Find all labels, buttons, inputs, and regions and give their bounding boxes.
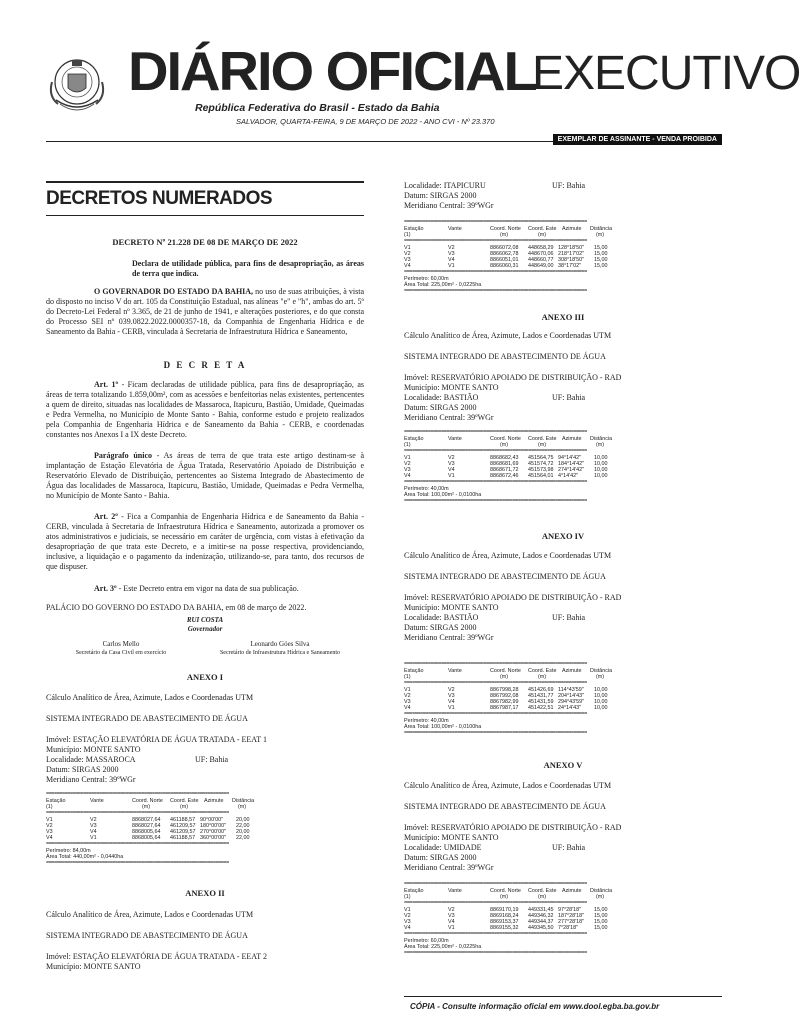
th-vante: Vante: [448, 436, 462, 442]
paragraph-unico: [46, 451, 364, 501]
article-2-text: - Fica a Companhia de Engenharia Hídrica e de Saneamento da Bahia - CERB, vinculada à Secretaria de Infraestrutura Hídrica e Saneamento, autorizada a promover os atos administrativos e judiciais, se necessário em caráter de urgência, com vistas à efetivação da desapropriação de que trata este Decreto, e a imitir-se na posse respectiva, providenciando, inclusive, a liquidação e o pagamento da indenização, utilizando-se, para tanto, dos recursos de que dispuser.: [46, 512, 364, 571]
preamble-text: no uso de suas atribuições, à vista do disposto no inciso V do art. 105 da Constituição Estadual, nas alíneas "e" e "h", ambas do art. 5º do Decreto-Lei Federal nº 3.365, de 21 de junho de 1941, e alterações posteriores, e do que consta do Processo SEI nº 039.0822.2022.0000357-18, da Companhia de Engenharia Hídrica e de Saneamento da Bahia - CERB, vinculada à Secretaria de Infraestrutura Hídrica e Saneamento,: [46, 287, 364, 336]
table-cell: V3: [404, 467, 411, 473]
annex-3-table: [404, 429, 722, 514]
table-cell: V4: [448, 467, 455, 473]
table-cell: 184°14'42": [558, 461, 585, 467]
table-cell: 448660,77: [528, 257, 554, 263]
masthead-date: SALVADOR, QUARTA-FEIRA, 9 DE MARÇO DE 2022 - ANO CVI - Nº 23.370: [236, 117, 495, 126]
table-cell: V1: [46, 817, 53, 823]
table-cell: V4: [404, 705, 411, 711]
table-cell: 128°18'50": [558, 245, 585, 251]
table-rule: =====================================================================: [404, 498, 587, 504]
th-azimute: Azimute: [562, 226, 582, 232]
annex-5-municipio: Município: MONTE SANTO: [404, 833, 499, 842]
decree-ementa: Declara de utilidade pública, para fins de desapropriação, as áreas de terra que indica.: [132, 259, 364, 278]
section-rule: [46, 181, 364, 183]
th-este: Coord. Este: [528, 888, 557, 894]
table-cell: V4: [448, 699, 455, 705]
table-cell: 448658,29: [528, 245, 554, 251]
annex-2-municipio: Município: MONTE SANTO: [46, 962, 141, 971]
table-cell: 8866062,78: [490, 251, 519, 257]
annex-1-area: Área Total: 440,00m² - 0,0440ha: [46, 854, 124, 860]
table-cell: 8869168,24: [490, 913, 519, 919]
annex-3-datum: Datum: SIRGAS 2000: [404, 403, 477, 412]
th2-distancia: (m): [596, 674, 605, 680]
annex-4-localidade: Localidade: BASTIÃO: [404, 613, 479, 622]
table-cell: 8867998,28: [490, 687, 519, 693]
subscriber-banner: EXEMPLAR DE ASSINANTE - VENDA PROIBIDA: [553, 134, 722, 145]
th2-estacao: (1): [404, 442, 411, 448]
th-azimute: Azimute: [562, 668, 582, 674]
annex-4-perimetro: Perímetro: 40,00m: [404, 718, 449, 724]
table-cell: 218°17'02": [558, 251, 585, 257]
section-rule: [46, 215, 364, 216]
signatory-1-name: Carlos Mello: [102, 640, 140, 648]
signatory-2-name: Leonardo Góes Silva: [250, 640, 310, 648]
article-2-lead: Art. 2º: [94, 512, 118, 521]
table-cell: V2: [404, 251, 411, 257]
table-cell: 360°00'00": [200, 835, 227, 841]
table-cell: 8868682,43: [490, 455, 519, 461]
table-cell: V1: [404, 245, 411, 251]
th-vante: Vante: [448, 668, 462, 674]
governor-name: RUI COSTA: [186, 616, 224, 624]
table-cell: 8868027,64: [132, 823, 161, 829]
table-cell: 451564,75: [528, 455, 554, 461]
table-cell: 10,00: [594, 687, 608, 693]
annex-5-uf: UF: Bahia: [552, 843, 586, 852]
annex-5-meridiano: Meridiano Central: 39ºWGr: [404, 863, 494, 872]
annex-1-municipio: Município: MONTE SANTO: [46, 745, 141, 754]
th2-estacao: (1): [46, 804, 53, 810]
paragraph-text: - As áreas de terra de que trata este artigo destinam-se à implantação de Estação Elevatória de Água Tratada, Reservatório Apoiado de Distribuição e Reservatório Elevado de Distribuição, pertencentes ao Sistema Integrado de Abastecimento de Água das localidades de Massaroca, Itapicuru, Bastião, Umidade, Queimadas e Pedra Vermelha, no Município de Monte Santo - Bahia.: [46, 451, 365, 500]
th2-distancia: (m): [596, 894, 605, 900]
th-vante: Vante: [448, 226, 462, 232]
table-cell: V4: [404, 925, 411, 931]
annex-1-datum: Datum: SIRGAS 2000: [46, 765, 119, 774]
table-rule: =====================================================================: [404, 448, 587, 454]
table-cell: V1: [448, 705, 455, 711]
table-cell: 10,00: [594, 693, 608, 699]
table-cell: 15,00: [594, 257, 608, 263]
table-cell: 8868681,69: [490, 461, 519, 467]
th-azimute: Azimute: [562, 888, 582, 894]
table-cell: V2: [46, 823, 53, 829]
th-azimute: Azimute: [204, 798, 224, 804]
th-este: Coord. Este: [528, 226, 557, 232]
signatory-1-title: Secretário da Casa Civil em exercício: [75, 650, 167, 656]
th-distancia: Distância: [590, 888, 613, 894]
table-cell: 451573,98: [528, 467, 554, 473]
governor-title: Governador: [187, 625, 223, 633]
annex-1-meridiano: Meridiano Central: 39ºWGr: [46, 775, 136, 784]
annex-3-perimetro: Perímetro: 40,00m: [404, 486, 449, 492]
table-cell: V2: [448, 245, 455, 251]
table-cell: 10,00: [594, 461, 608, 467]
article-1-text: - Ficam declaradas de utilidade pública, para fins de desapropriação, as áreas de terra totalizando 1.859,00m², com as acessões e benfeitorias nelas existentes, pertencentes a quem de direito, situadas nas localidades de Massaroca, Itapicuru, Bastião, Umidade, Queimadas e Pedra Vermelha, no Município de Monte Santo - Bahia, conforme estudo e projeto realizados pela Companhia de Engenharia Hídrica e de Saneamento da Bahia - CERB, e coordenadas constantes nos Anexos I a IX deste Decreto.: [46, 380, 365, 439]
table-rule: =====================================================================: [404, 950, 587, 956]
table-cell: 449346,32: [528, 913, 554, 919]
table-rule: =====================================================================: [404, 429, 587, 435]
th-norte: Coord. Norte: [490, 668, 521, 674]
table-cell: V4: [90, 829, 97, 835]
annex-4-calc: Cálculo Analítico de Área, Azimute, Lados e Coordenadas UTM: [404, 551, 612, 560]
table-cell: 22,00: [236, 823, 250, 829]
table-cell: V2: [448, 907, 455, 913]
table-rule: =====================================================================: [404, 931, 587, 937]
table-cell: 461209,57: [170, 823, 196, 829]
bahia-coat-of-arms-icon: [48, 52, 106, 128]
table-cell: 15,00: [594, 245, 608, 251]
table-cell: 22,00: [236, 835, 250, 841]
th-este: Coord. Este: [528, 436, 557, 442]
th-este: Coord. Este: [170, 798, 199, 804]
article-2: [46, 512, 364, 572]
th-vante: Vante: [448, 888, 462, 894]
th2-estacao: (1): [404, 232, 411, 238]
table-rule: =====================================================================: [46, 791, 229, 797]
table-cell: 10,00: [594, 473, 608, 479]
table-cell: 8868672,46: [490, 473, 519, 479]
table-cell: 451431,59: [528, 699, 554, 705]
annex-2-datum: Datum: SIRGAS 2000: [404, 191, 477, 200]
th2-distancia: (m): [596, 442, 605, 448]
annex-2-perimetro: Perímetro: 60,00m: [404, 276, 449, 282]
table-cell: V1: [404, 687, 411, 693]
annex-4-datum: Datum: SIRGAS 2000: [404, 623, 477, 632]
annex-4-meridiano: Meridiano Central: 39ºWGr: [404, 633, 494, 642]
table-cell: 274°14'42": [558, 467, 585, 473]
table-cell: 8868027,64: [132, 817, 161, 823]
annex-1-calc: Cálculo Analítico de Área, Azimute, Lados e Coordenadas UTM: [46, 693, 254, 702]
table-rule: =====================================================================: [46, 841, 229, 847]
th2-norte: (m): [500, 894, 509, 900]
annex-5-datum: Datum: SIRGAS 2000: [404, 853, 477, 862]
th2-este: (m): [538, 442, 547, 448]
table-cell: 4°14'42": [558, 473, 579, 479]
th-estacao: Estação: [404, 668, 424, 674]
annex-5-localidade: Localidade: UMIDADE: [404, 843, 482, 852]
table-cell: 277°28'18": [558, 919, 585, 925]
table-cell: 8868671,72: [490, 467, 519, 473]
table-cell: V4: [404, 473, 411, 479]
th2-este: (m): [538, 674, 547, 680]
table-cell: 270°00'00": [200, 829, 227, 835]
annex-1-localidade: Localidade: MASSAROCA: [46, 755, 136, 764]
table-cell: V4: [46, 835, 53, 841]
table-rule: =====================================================================: [404, 881, 587, 887]
th-distancia: Distância: [590, 436, 613, 442]
palace-line: PALÁCIO DO GOVERNO DO ESTADO DA BAHIA, em 08 de março de 2022.: [46, 603, 307, 612]
article-3: [46, 584, 364, 594]
annex-2-meridiano: Meridiano Central: 39ºWGr: [404, 201, 494, 210]
annex-1-perimetro: Perímetro: 84,00m: [46, 848, 91, 854]
table-cell: 38°17'02": [558, 263, 582, 269]
th-norte: Coord. Norte: [132, 798, 163, 804]
preamble-lead: O GOVERNADOR DO ESTADO DA BAHIA,: [94, 287, 254, 296]
table-cell: 449331,45: [528, 907, 554, 913]
annex-4-municipio: Município: MONTE SANTO: [404, 603, 499, 612]
table-rule: =====================================================================: [404, 711, 587, 717]
table-cell: 8867982,99: [490, 699, 519, 705]
th2-norte: (m): [500, 442, 509, 448]
table-cell: V3: [448, 913, 455, 919]
decreta-heading: D E C R E T A: [163, 360, 247, 370]
table-cell: 7°28'18": [558, 925, 579, 931]
th2-estacao: (1): [404, 894, 411, 900]
annex-2-table: [404, 219, 722, 304]
table-cell: V3: [404, 919, 411, 925]
annex-5-table: [404, 881, 722, 966]
th-estacao: Estação: [404, 436, 424, 442]
table-cell: V3: [448, 461, 455, 467]
annex-2-area: Área Total: 225,00m² - 0,0225ha: [404, 282, 482, 288]
annex-3-system: SISTEMA INTEGRADO DE ABASTECIMENTO DE ÁGUA: [404, 352, 606, 361]
table-cell: 15,00: [594, 919, 608, 925]
table-cell: 8867992,08: [490, 693, 519, 699]
th2-norte: (m): [500, 674, 509, 680]
th-vante: Vante: [90, 798, 104, 804]
table-cell: 8869155,32: [490, 925, 519, 931]
table-cell: 20,00: [236, 829, 250, 835]
th-distancia: Distância: [590, 226, 613, 232]
annex-3-localidade: Localidade: BASTIÃO: [404, 393, 479, 402]
table-rule: =====================================================================: [404, 900, 587, 906]
annex-5-title: ANEXO V: [543, 760, 583, 770]
table-rule: =====================================================================: [404, 730, 587, 736]
annex-4-system: SISTEMA INTEGRADO DE ABASTECIMENTO DE ÁGUA: [404, 572, 606, 581]
th-distancia: Distância: [232, 798, 255, 804]
decree-preamble: [46, 287, 364, 337]
annex-1-imovel: Imóvel: ESTAÇÃO ELEVATÓRIA DE ÁGUA TRATADA - EEAT 1: [46, 735, 267, 744]
table-cell: 451426,69: [528, 687, 554, 693]
table-cell: V3: [448, 251, 455, 257]
table-cell: 448670,06: [528, 251, 554, 257]
annex-4-table: [404, 661, 722, 746]
table-cell: 451574,72: [528, 461, 554, 467]
table-cell: V2: [90, 817, 97, 823]
section-title: DECRETOS NUMERADOS: [46, 188, 273, 209]
th2-norte: (m): [142, 804, 151, 810]
table-cell: 15,00: [594, 263, 608, 269]
table-cell: V3: [46, 829, 53, 835]
table-cell: 449345,50: [528, 925, 554, 931]
table-cell: 308°18'50": [558, 257, 585, 263]
table-cell: V4: [448, 919, 455, 925]
footer-divider: [404, 996, 722, 997]
table-cell: V3: [90, 823, 97, 829]
table-cell: V4: [404, 263, 411, 269]
th-norte: Coord. Norte: [490, 888, 521, 894]
table-cell: 90°00'00": [200, 817, 224, 823]
table-cell: V3: [448, 693, 455, 699]
th2-este: (m): [180, 804, 189, 810]
th-estacao: Estação: [404, 888, 424, 894]
masthead-edition: EXECUTIVO: [532, 47, 800, 100]
table-cell: 94°14'42": [558, 455, 582, 461]
table-cell: V2: [404, 913, 411, 919]
table-cell: 8866051,01: [490, 257, 519, 263]
table-cell: 15,00: [594, 913, 608, 919]
footer-copy-notice: CÓPIA - Consulte informação oficial em www.dool.egba.ba.gov.br: [410, 1002, 660, 1011]
masthead-title: DIÁRIO OFICIAL: [128, 40, 536, 102]
annex-2-system: SISTEMA INTEGRADO DE ABASTECIMENTO DE ÁGUA: [46, 931, 248, 940]
table-cell: 448649,00: [528, 263, 554, 269]
table-cell: 8866072,08: [490, 245, 519, 251]
th-este: Coord. Este: [528, 668, 557, 674]
th-norte: Coord. Norte: [490, 226, 521, 232]
table-cell: 451422,51: [528, 705, 554, 711]
table-cell: 24°14'43": [558, 705, 582, 711]
table-cell: V1: [404, 907, 411, 913]
annex-5-calc: Cálculo Analítico de Área, Azimute, Lados e Coordenadas UTM: [404, 781, 612, 790]
annex-1-uf: UF: Bahia: [195, 755, 229, 764]
table-cell: 8869170,19: [490, 907, 519, 913]
signatory-2-title: Secretário de Infraestrutura Hídrica e Saneamento: [219, 650, 341, 656]
table-cell: 15,00: [594, 907, 608, 913]
table-cell: 20,00: [236, 817, 250, 823]
table-rule: =====================================================================: [46, 810, 229, 816]
annex-4-imovel: Imóvel: RESERVATÓRIO APOIADO DE DISTRIBUIÇÃO - RAD: [404, 593, 622, 602]
th-azimute: Azimute: [562, 436, 582, 442]
table-cell: 187°28'18": [558, 913, 585, 919]
table-cell: V3: [404, 257, 411, 263]
th-norte: Coord. Norte: [490, 436, 521, 442]
table-cell: V1: [448, 263, 455, 269]
th2-distancia: (m): [596, 232, 605, 238]
th-distancia: Distância: [590, 668, 613, 674]
annex-4-uf: UF: Bahia: [552, 613, 586, 622]
table-cell: 8868005,64: [132, 835, 161, 841]
th2-este: (m): [538, 894, 547, 900]
th2-estacao: (1): [404, 674, 411, 680]
table-cell: 451564,01: [528, 473, 554, 479]
annex-3-meridiano: Meridiano Central: 39ºWGr: [404, 413, 494, 422]
table-rule: =====================================================================: [404, 661, 587, 667]
table-cell: V1: [404, 455, 411, 461]
table-cell: 461188,57: [170, 817, 196, 823]
table-cell: V2: [448, 687, 455, 693]
decree-title: DECRETO Nº 21.228 DE 08 DE MARÇO DE 2022: [112, 237, 298, 247]
annex-2-uf: UF: Bahia: [552, 181, 586, 190]
table-cell: 97°28'18": [558, 907, 582, 913]
annex-3-uf: UF: Bahia: [552, 393, 586, 402]
annex-2-imovel: Imóvel: ESTAÇÃO ELEVATÓRIA DE ÁGUA TRATADA - EEAT 2: [46, 952, 267, 961]
th2-este: (m): [538, 232, 547, 238]
table-cell: 8868005,64: [132, 829, 161, 835]
table-cell: 204°14'43": [558, 693, 585, 699]
table-cell: 8869153,37: [490, 919, 519, 925]
table-cell: 449344,37: [528, 919, 554, 925]
table-cell: V1: [448, 473, 455, 479]
annex-1-title: ANEXO I: [186, 672, 224, 682]
table-cell: V4: [448, 257, 455, 263]
table-rule: =====================================================================: [404, 238, 587, 244]
annex-4-title: ANEXO IV: [541, 531, 585, 541]
annex-1-system: SISTEMA INTEGRADO DE ABASTECIMENTO DE ÁGUA: [46, 714, 248, 723]
table-cell: 10,00: [594, 455, 608, 461]
table-cell: V1: [448, 925, 455, 931]
paragraph-lead: Parágrafo único: [94, 451, 152, 460]
table-cell: 10,00: [594, 699, 608, 705]
th2-norte: (m): [500, 232, 509, 238]
annex-2-calc: Cálculo Analítico de Área, Azimute, Lados e Coordenadas UTM: [46, 910, 254, 919]
annex-5-perimetro: Perímetro: 60,00m: [404, 938, 449, 944]
annex-3-imovel: Imóvel: RESERVATÓRIO APOIADO DE DISTRIBUIÇÃO - RAD: [404, 373, 622, 382]
table-cell: V2: [448, 455, 455, 461]
table-cell: 451431,77: [528, 693, 554, 699]
table-rule: =====================================================================: [404, 269, 587, 275]
annex-2-localidade: Localidade: ITAPICURU: [404, 181, 486, 190]
table-cell: 180°00'00": [200, 823, 227, 829]
annex-4-area: Área Total: 100,00m² - 0,0100ha: [404, 724, 482, 730]
masthead-republic: República Federativa do Brasil - Estado da Bahia: [195, 102, 440, 114]
article-1: [46, 380, 364, 440]
annex-3-calc: Cálculo Analítico de Área, Azimute, Lados e Coordenadas UTM: [404, 331, 612, 340]
table-cell: V2: [404, 461, 411, 467]
table-rule: =====================================================================: [404, 479, 587, 485]
table-cell: 8867987,17: [490, 705, 519, 711]
table-cell: 10,00: [594, 705, 608, 711]
table-rule: =====================================================================: [46, 860, 229, 866]
annex-1-table: [46, 791, 316, 876]
table-cell: 10,00: [594, 467, 608, 473]
table-cell: 15,00: [594, 251, 608, 257]
table-rule: =====================================================================: [404, 288, 587, 294]
annex-3-area: Área Total: 100,00m² - 0,0100ha: [404, 492, 482, 498]
th-estacao: Estação: [404, 226, 424, 232]
table-rule: =====================================================================: [404, 219, 587, 225]
table-cell: V3: [404, 699, 411, 705]
th2-distancia: (m): [238, 804, 247, 810]
table-rule: =====================================================================: [404, 680, 587, 686]
table-cell: V1: [90, 835, 97, 841]
annex-3-municipio: Município: MONTE SANTO: [404, 383, 499, 392]
annex-5-system: SISTEMA INTEGRADO DE ABASTECIMENTO DE ÁGUA: [404, 802, 606, 811]
table-cell: 15,00: [594, 925, 608, 931]
annex-5-imovel: Imóvel: RESERVATÓRIO APOIADO DE DISTRIBUIÇÃO - RAD: [404, 823, 622, 832]
table-cell: 461188,57: [170, 835, 196, 841]
article-3-lead: Art. 3º: [94, 584, 117, 593]
annex-2-title: ANEXO II: [185, 888, 225, 898]
table-cell: 294°43'59": [558, 699, 585, 705]
annex-3-title: ANEXO III: [541, 312, 585, 322]
table-cell: V2: [404, 693, 411, 699]
table-cell: 114°43'59": [558, 687, 584, 693]
article-1-lead: Art. 1º: [94, 380, 119, 389]
th-estacao: Estação: [46, 798, 66, 804]
annex-5-area: Área Total: 225,00m² - 0,0225ha: [404, 944, 482, 950]
table-cell: 461209,57: [170, 829, 196, 835]
article-3-text: - Este Decreto entra em vigor na data de sua publicação.: [118, 584, 299, 593]
table-cell: 8866060,31: [490, 263, 519, 269]
